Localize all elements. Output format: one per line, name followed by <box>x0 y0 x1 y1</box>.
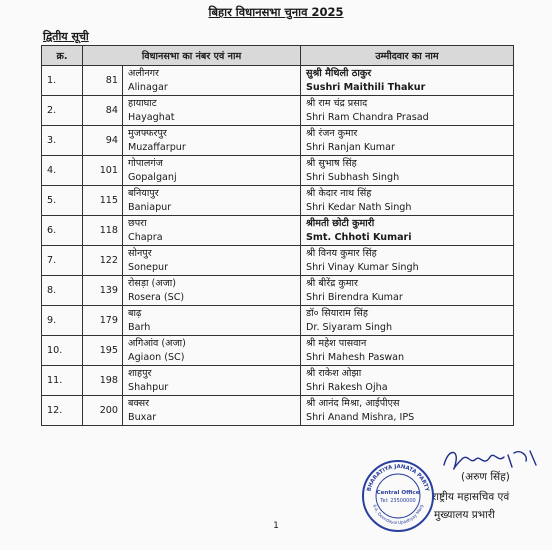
candidate-name-hindi: श्री विनय कुमार सिंह <box>306 247 377 259</box>
table-row <box>42 126 514 156</box>
candidate-name-english: Shri Anand Mishra, IPS <box>306 411 415 423</box>
candidate-table <box>41 45 514 426</box>
column-header-sno: क्र. <box>42 46 83 66</box>
cell-constituency-number: 118 <box>83 216 123 246</box>
signatory-designation-line2: मुख्यालय प्रभारी <box>434 509 495 521</box>
cell-constituency <box>123 336 301 366</box>
cell-serial: 7. <box>42 246 83 276</box>
candidate-name-english: Shri Mahesh Paswan <box>306 351 405 363</box>
candidate-name-hindi: श्री महेश पासवान <box>306 337 367 349</box>
constituency-name-hindi: बक्सर <box>128 397 150 409</box>
table-row <box>42 186 514 216</box>
constituency-name-english: Gopalganj <box>128 171 177 183</box>
constituency-name-english: Baniapur <box>128 201 172 213</box>
cell-constituency <box>123 306 301 336</box>
candidate-name-english: Shri Birendra Kumar <box>306 291 403 303</box>
candidate-name-hindi: श्री केदार नाथ सिंह <box>306 187 372 199</box>
table-header-row <box>42 46 514 66</box>
svg-text:Central Office: Central Office <box>376 490 420 496</box>
signatory-designation-line1: राष्ट्रीय महासचिव एवं <box>432 491 510 503</box>
constituency-name-hindi: शाहपुर <box>128 367 152 379</box>
table-row <box>42 246 514 276</box>
constituency-name-hindi: अलीनगर <box>128 67 159 79</box>
table-row <box>42 306 514 336</box>
cell-candidate <box>301 216 514 246</box>
svg-text:BHARATIYA JANATA PARTY: BHARATIYA JANATA PARTY <box>366 463 430 493</box>
cell-constituency-number: 94 <box>83 126 123 156</box>
constituency-name-english: Buxar <box>128 411 157 423</box>
cell-constituency-number: 179 <box>83 306 123 336</box>
candidate-name-english: Shri Subhash Singh <box>306 171 400 183</box>
cell-constituency-number: 195 <box>83 336 123 366</box>
constituency-name-hindi: बाढ़ <box>128 307 142 319</box>
constituency-name-english: Sonepur <box>128 261 169 273</box>
cell-constituency <box>123 276 301 306</box>
cell-constituency <box>123 396 301 426</box>
candidate-name-hindi: श्री राम चंद्र प्रसाद <box>306 97 368 109</box>
cell-constituency <box>123 366 301 396</box>
cell-candidate <box>301 366 514 396</box>
candidate-name-english: Dr. Siyaram Singh <box>306 321 393 333</box>
candidate-name-hindi: श्री राकेश ओझा <box>306 367 362 379</box>
candidate-name-hindi: सुश्री मैथिली ठाकुर <box>306 67 372 79</box>
table-row <box>42 366 514 396</box>
constituency-name-hindi: बनियापुर <box>128 187 159 199</box>
cell-candidate <box>301 246 514 276</box>
constituency-name-hindi: गोपालगंज <box>128 157 163 169</box>
cell-constituency-number: 139 <box>83 276 123 306</box>
page-number: 1 <box>273 521 279 531</box>
constituency-name-hindi: सोनपुर <box>128 247 152 259</box>
candidate-name-hindi: श्री सुभाष सिंह <box>306 157 357 169</box>
cell-constituency-number: 198 <box>83 366 123 396</box>
constituency-name-english: Muzaffarpur <box>128 141 186 153</box>
candidate-name-english: Shri Ranjan Kumar <box>306 141 395 153</box>
list-label: द्वितीय सूची <box>43 30 89 43</box>
candidate-name-hindi: श्री आनंद मिश्रा, आईपीएस <box>306 397 400 409</box>
cell-candidate <box>301 396 514 426</box>
table-row <box>42 66 514 96</box>
candidate-name-english: Smt. Chhoti Kumari <box>306 231 412 243</box>
cell-serial: 6. <box>42 216 83 246</box>
candidate-name-english: Shri Rakesh Ojha <box>306 381 388 393</box>
cell-candidate <box>301 276 514 306</box>
signatory-name: (अरुण सिंह) <box>461 471 510 483</box>
cell-constituency <box>123 156 301 186</box>
column-header-candidate: उम्मीदवार का नाम <box>301 46 514 66</box>
cell-constituency <box>123 186 301 216</box>
table-row <box>42 336 514 366</box>
column-header-constituency: विधानसभा का नंबर एवं नाम <box>83 46 301 66</box>
candidate-name-hindi: श्रीमती छोटी कुमारी <box>306 217 375 229</box>
cell-serial: 3. <box>42 126 83 156</box>
candidate-name-english: Shri Vinay Kumar Singh <box>306 261 419 273</box>
cell-serial: 2. <box>42 96 83 126</box>
constituency-name-english: Chapra <box>128 231 163 243</box>
table-row <box>42 396 514 426</box>
cell-candidate <box>301 156 514 186</box>
constituency-name-hindi: छपरा <box>128 217 147 229</box>
cell-constituency-number: 84 <box>83 96 123 126</box>
cell-constituency <box>123 246 301 276</box>
cell-constituency <box>123 126 301 156</box>
cell-candidate <box>301 96 514 126</box>
cell-serial: 8. <box>42 276 83 306</box>
constituency-name-english: Hayaghat <box>128 111 175 123</box>
document-title <box>0 5 552 20</box>
cell-constituency-number: 200 <box>83 396 123 426</box>
constituency-name-hindi: मुजफ्फरपुर <box>128 127 167 139</box>
cell-constituency-number: 115 <box>83 186 123 216</box>
constituency-name-english: Alinagar <box>128 81 168 93</box>
cell-constituency <box>123 216 301 246</box>
title-text: बिहार विधानसभा चुनाव 2025 <box>208 5 344 19</box>
table-row <box>42 156 514 186</box>
svg-text:Tel: 23500000: Tel: 23500000 <box>380 498 416 504</box>
cell-candidate <box>301 126 514 156</box>
cell-constituency <box>123 96 301 126</box>
cell-constituency-number: 81 <box>83 66 123 96</box>
constituency-name-hindi: हायाघाट <box>128 97 157 109</box>
candidate-name-english: Shri Kedar Nath Singh <box>306 201 412 213</box>
table-row <box>42 216 514 246</box>
constituency-name-hindi: अगिआंव (अजा) <box>128 337 186 349</box>
cell-serial: 12. <box>42 396 83 426</box>
constituency-name-english: Agiaon (SC) <box>128 351 185 363</box>
cell-serial: 1. <box>42 66 83 96</box>
table-body <box>42 66 514 426</box>
cell-constituency <box>123 66 301 96</box>
constituency-name-english: Barh <box>128 321 151 333</box>
table-row <box>42 96 514 126</box>
candidate-name-hindi: श्री बीरेंद्र कुमार <box>306 277 358 289</box>
candidate-name-hindi: डॉ० सियाराम सिंह <box>306 307 368 319</box>
cell-serial: 11. <box>42 366 83 396</box>
table-row <box>42 276 514 306</box>
cell-serial: 4. <box>42 156 83 186</box>
candidate-name-english: Shri Ram Chandra Prasad <box>306 111 429 123</box>
constituency-name-english: Rosera (SC) <box>128 291 185 303</box>
cell-serial: 9. <box>42 306 83 336</box>
cell-constituency-number: 122 <box>83 246 123 276</box>
cell-constituency-number: 101 <box>83 156 123 186</box>
cell-serial: 5. <box>42 186 83 216</box>
candidate-name-english: Sushri Maithili Thakur <box>306 81 426 93</box>
constituency-name-english: Shahpur <box>128 381 169 393</box>
cell-candidate <box>301 66 514 96</box>
constituency-name-hindi: रोसड़ा (अजा) <box>128 277 176 289</box>
cell-serial: 10. <box>42 336 83 366</box>
svg-text:6-A, Deendayal Upadhyay Marg: 6-A, Deendayal Upadhyay Marg <box>372 503 424 526</box>
cell-candidate <box>301 186 514 216</box>
candidate-name-hindi: श्री रंजन कुमार <box>306 127 358 139</box>
cell-candidate <box>301 306 514 336</box>
cell-candidate <box>301 336 514 366</box>
